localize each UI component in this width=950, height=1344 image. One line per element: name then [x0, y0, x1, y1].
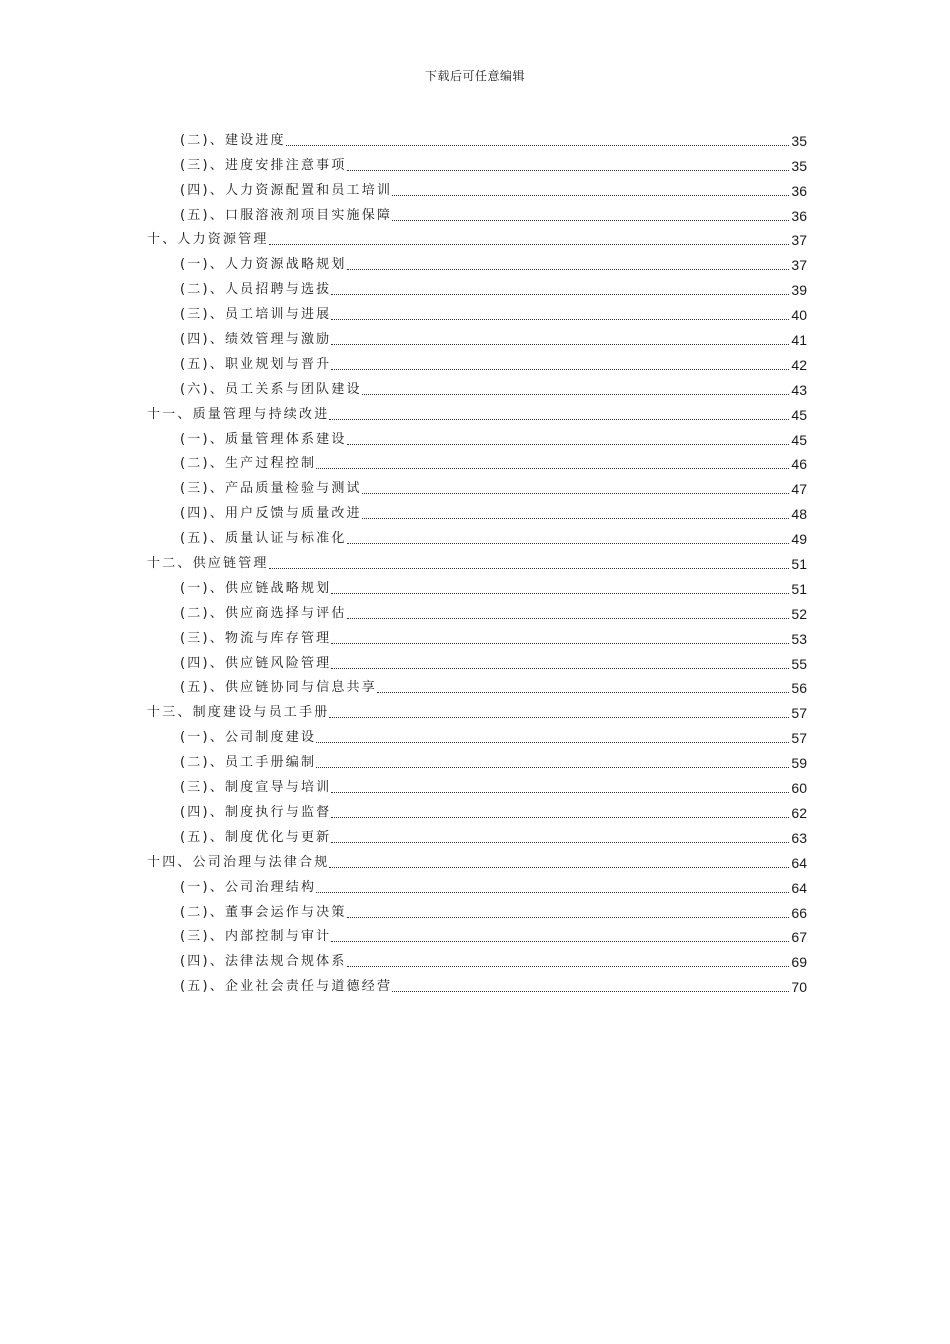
toc-dot-leader — [331, 941, 789, 942]
toc-entry-title: 十三、制度建设与员工手册 — [147, 705, 330, 721]
toc-entry-title: (五)、职业规划与晋升 — [180, 356, 332, 372]
toc-chapter-entry[interactable] — [147, 698, 807, 723]
table-of-contents — [0, 126, 950, 997]
toc-section-entry[interactable] — [180, 350, 807, 375]
toc-entry-title: (一)、质量管理体系建设 — [180, 431, 347, 447]
toc-dot-leader — [347, 170, 790, 171]
toc-entry-title: (五)、企业社会责任与道德经营 — [180, 979, 393, 995]
toc-section-entry[interactable] — [180, 823, 807, 848]
toc-entry-page-number: 42 — [791, 356, 807, 373]
toc-section-entry[interactable] — [180, 674, 807, 699]
toc-entry-page-number: 63 — [791, 829, 807, 846]
toc-dot-leader — [269, 568, 790, 569]
toc-entry-page-number: 57 — [791, 730, 807, 747]
toc-entry-page-number: 51 — [791, 580, 807, 597]
page-header-note: 下载后可任意编辑 — [424, 69, 525, 83]
toc-dot-leader — [316, 767, 789, 768]
toc-section-entry[interactable] — [180, 151, 807, 176]
toc-dot-leader — [362, 394, 790, 395]
toc-section-entry[interactable] — [180, 649, 807, 674]
toc-dot-leader — [347, 444, 790, 445]
toc-dot-leader — [347, 966, 790, 967]
toc-section-entry[interactable] — [180, 275, 807, 300]
toc-dot-leader — [347, 543, 790, 544]
toc-entry-page-number: 55 — [791, 655, 807, 672]
toc-dot-leader — [269, 244, 790, 245]
toc-entry-page-number: 48 — [791, 506, 807, 523]
toc-section-entry[interactable] — [180, 773, 807, 798]
toc-entry-title: (五)、口服溶液剂项目实施保障 — [180, 207, 393, 223]
toc-entry-page-number: 37 — [791, 232, 807, 249]
toc-entry-title: (一)、人力资源战略规划 — [180, 257, 347, 273]
toc-section-entry[interactable] — [180, 873, 807, 898]
toc-entry-title: (二)、供应商选择与评估 — [180, 605, 347, 621]
toc-entry-page-number: 66 — [791, 904, 807, 921]
toc-entry-title: (三)、内部控制与审计 — [180, 929, 332, 945]
toc-dot-leader — [316, 892, 789, 893]
toc-entry-title: (六)、员工关系与团队建设 — [180, 381, 362, 397]
toc-entry-page-number: 59 — [791, 755, 807, 772]
toc-section-entry[interactable] — [180, 624, 807, 649]
toc-section-entry[interactable] — [180, 574, 807, 599]
toc-entry-title: (二)、建设进度 — [180, 132, 286, 148]
toc-entry-title: (二)、生产过程控制 — [180, 456, 317, 472]
toc-entry-title: (一)、公司制度建设 — [180, 730, 317, 746]
toc-entry-page-number: 64 — [791, 879, 807, 896]
toc-chapter-entry[interactable] — [147, 549, 807, 574]
toc-entry-title: (一)、供应链战略规划 — [180, 580, 332, 596]
toc-entry-title: (三)、制度宣导与培训 — [180, 780, 332, 796]
toc-entry-page-number: 35 — [791, 132, 807, 149]
toc-entry-title: (三)、物流与库存管理 — [180, 630, 332, 646]
toc-dot-leader — [329, 419, 789, 420]
toc-dot-leader — [331, 668, 789, 669]
toc-entry-title: (四)、人力资源配置和员工培训 — [180, 182, 393, 198]
toc-entry-title: (二)、员工手册编制 — [180, 755, 317, 771]
toc-entry-page-number: 35 — [791, 157, 807, 174]
toc-section-entry[interactable] — [180, 201, 807, 226]
toc-entry-page-number: 37 — [791, 257, 807, 274]
toc-section-entry[interactable] — [180, 250, 807, 275]
toc-dot-leader — [331, 842, 789, 843]
toc-chapter-entry[interactable] — [147, 226, 807, 251]
toc-dot-leader — [362, 493, 790, 494]
toc-section-entry[interactable] — [180, 176, 807, 201]
toc-dot-leader — [331, 369, 789, 370]
toc-entry-title: 十二、供应链管理 — [147, 556, 269, 572]
toc-entry-page-number: 62 — [791, 804, 807, 821]
toc-entry-page-number: 41 — [791, 332, 807, 349]
toc-entry-page-number: 49 — [791, 531, 807, 548]
toc-entry-title: (四)、制度执行与监督 — [180, 804, 332, 820]
toc-entry-page-number: 36 — [791, 207, 807, 224]
toc-section-entry[interactable] — [180, 798, 807, 823]
toc-entry-page-number: 51 — [791, 556, 807, 573]
toc-section-entry[interactable] — [180, 450, 807, 475]
toc-entry-page-number: 52 — [791, 605, 807, 622]
toc-entry-title: (五)、供应链协同与信息共享 — [180, 680, 377, 696]
toc-entry-title: (二)、人员招聘与选拔 — [180, 282, 332, 298]
toc-dot-leader — [392, 991, 789, 992]
toc-entry-title: (三)、员工培训与进展 — [180, 307, 332, 323]
toc-entry-title: (三)、产品质量检验与测试 — [180, 481, 362, 497]
toc-entry-page-number: 56 — [791, 680, 807, 697]
toc-section-entry[interactable] — [180, 499, 807, 524]
toc-dot-leader — [331, 593, 789, 594]
toc-section-entry[interactable] — [180, 325, 807, 350]
toc-section-entry[interactable] — [180, 723, 807, 748]
toc-entry-page-number: 67 — [791, 929, 807, 946]
toc-entry-title: (五)、质量认证与标准化 — [180, 531, 347, 547]
toc-entry-page-number: 47 — [791, 481, 807, 498]
toc-section-entry[interactable] — [180, 300, 807, 325]
toc-entry-page-number: 45 — [791, 406, 807, 423]
toc-dot-leader — [377, 692, 789, 693]
toc-entry-title: (一)、公司治理结构 — [180, 879, 317, 895]
toc-entry-title: (五)、制度优化与更新 — [180, 829, 332, 845]
toc-entry-title: (四)、供应链风险管理 — [180, 655, 332, 671]
toc-entry-page-number: 43 — [791, 381, 807, 398]
toc-dot-leader — [331, 792, 789, 793]
toc-section-entry[interactable] — [180, 474, 807, 499]
toc-entry-page-number: 45 — [791, 431, 807, 448]
toc-section-entry[interactable] — [180, 599, 807, 624]
toc-entry-page-number: 36 — [791, 182, 807, 199]
toc-entry-title: (二)、董事会运作与决策 — [180, 904, 347, 920]
toc-entry-page-number: 60 — [791, 780, 807, 797]
toc-entry-page-number: 70 — [791, 979, 807, 996]
toc-dot-leader — [329, 717, 789, 718]
toc-dot-leader — [316, 468, 789, 469]
toc-entry-title: (三)、进度安排注意事项 — [180, 157, 347, 173]
toc-dot-leader — [347, 269, 790, 270]
toc-section-entry[interactable] — [180, 972, 807, 997]
toc-entry-title: (四)、用户反馈与质量改进 — [180, 506, 362, 522]
toc-section-entry[interactable] — [180, 425, 807, 450]
toc-dot-leader — [347, 618, 790, 619]
toc-entry-page-number: 40 — [791, 307, 807, 324]
toc-dot-leader — [392, 220, 789, 221]
toc-section-entry[interactable] — [180, 898, 807, 923]
toc-entry-title: 十一、质量管理与持续改进 — [147, 406, 330, 422]
toc-dot-leader — [347, 917, 790, 918]
toc-chapter-entry[interactable] — [147, 848, 807, 873]
toc-dot-leader — [329, 867, 789, 868]
toc-entry-page-number: 46 — [791, 456, 807, 473]
toc-dot-leader — [286, 145, 790, 146]
toc-section-entry[interactable] — [180, 126, 807, 151]
toc-dot-leader — [331, 817, 789, 818]
toc-dot-leader — [331, 643, 789, 644]
toc-section-entry[interactable] — [180, 748, 807, 773]
toc-section-entry[interactable] — [180, 947, 807, 972]
toc-dot-leader — [392, 195, 789, 196]
toc-dot-leader — [362, 518, 790, 519]
toc-section-entry[interactable] — [180, 524, 807, 549]
toc-entry-page-number: 64 — [791, 854, 807, 871]
toc-dot-leader — [316, 742, 789, 743]
toc-section-entry[interactable] — [180, 923, 807, 948]
toc-entry-page-number: 53 — [791, 630, 807, 647]
toc-entry-page-number: 69 — [791, 954, 807, 971]
toc-entry-title: 十、人力资源管理 — [147, 232, 269, 248]
toc-dot-leader — [331, 294, 789, 295]
toc-entry-title: (四)、绩效管理与激励 — [180, 332, 332, 348]
toc-chapter-entry[interactable] — [147, 400, 807, 425]
toc-entry-title: 十四、公司治理与法律合规 — [147, 854, 330, 870]
toc-entry-page-number: 39 — [791, 282, 807, 299]
toc-dot-leader — [331, 319, 789, 320]
toc-entry-page-number: 57 — [791, 705, 807, 722]
toc-dot-leader — [331, 344, 789, 345]
toc-section-entry[interactable] — [180, 375, 807, 400]
toc-entry-title: (四)、法律法规合规体系 — [180, 954, 347, 970]
